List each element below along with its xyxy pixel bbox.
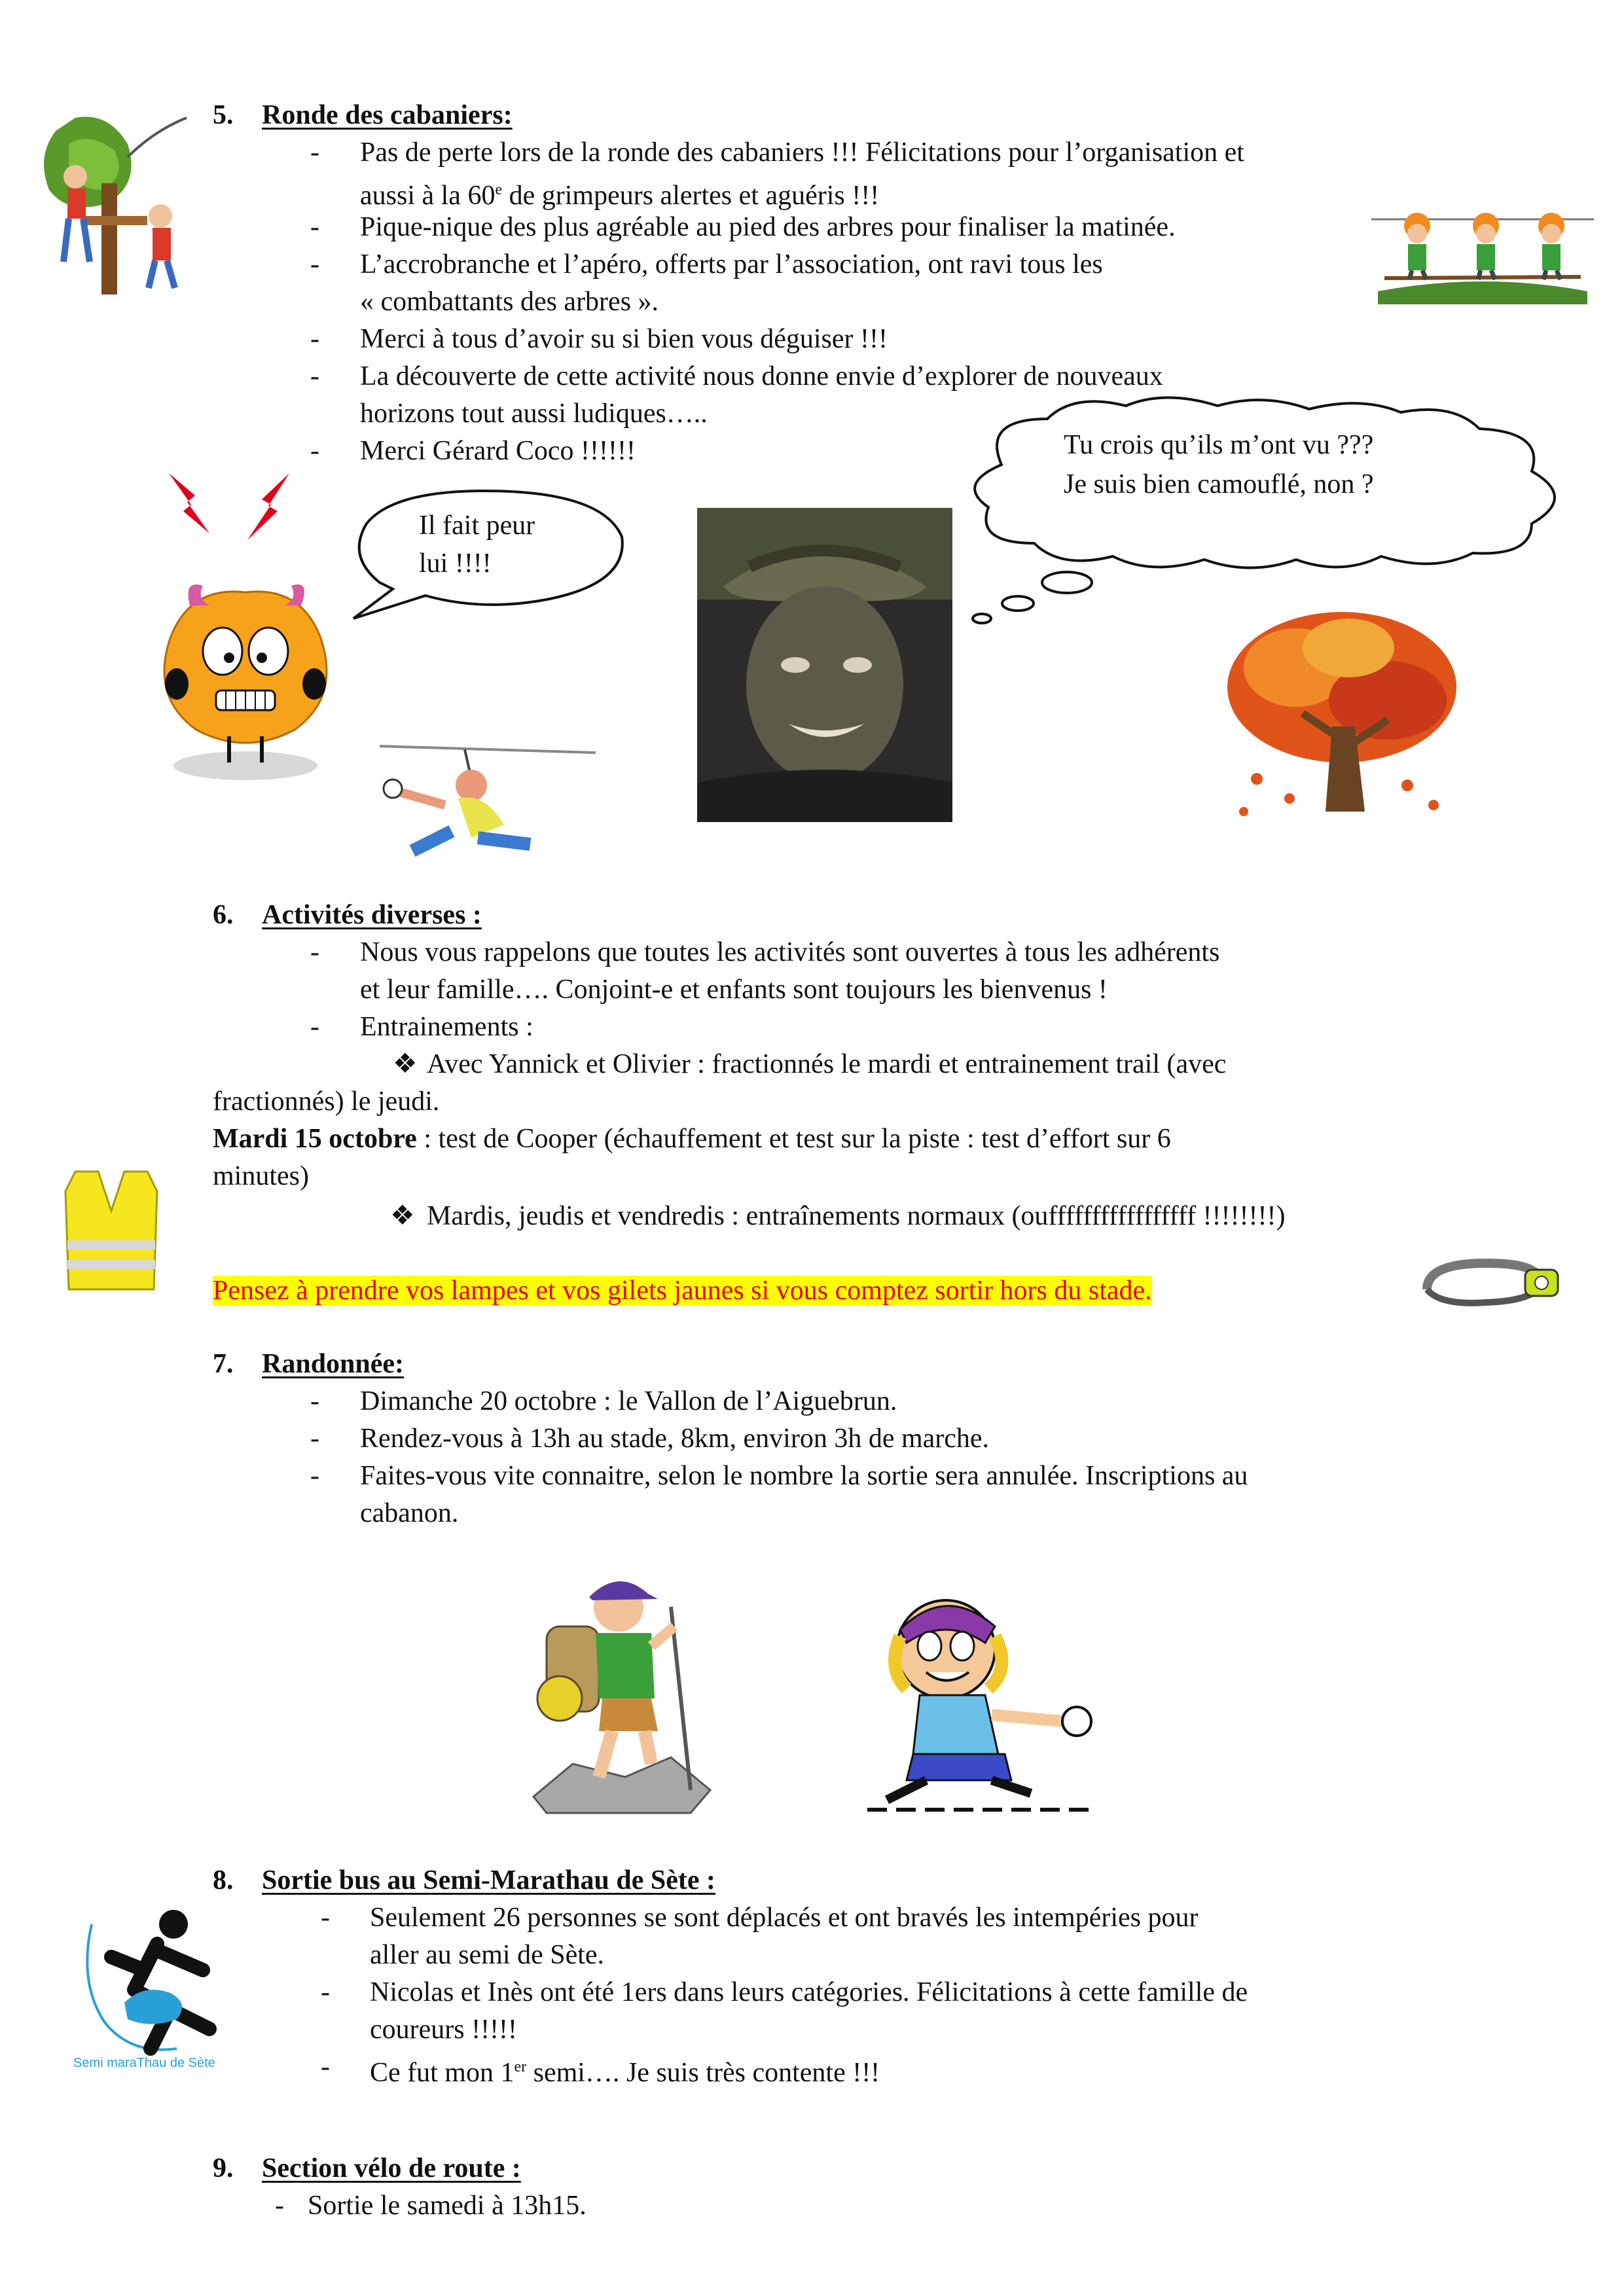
lightning-icon <box>164 468 295 556</box>
headlamp-icon <box>1414 1250 1564 1316</box>
s5-bullet-3b: « combattants des arbres ». <box>360 287 659 317</box>
s7-bullet-2: Rendez-vous à 13h au stade, 8km, environ 3h de marche. <box>360 1424 990 1454</box>
safety-vest-icon <box>62 1165 160 1296</box>
bullet-dash: - <box>310 361 319 391</box>
bullet-dash: - <box>310 137 319 168</box>
autumn-tree-clipart <box>1218 609 1466 831</box>
s5-bullet-1b: aussi à la 60e de grimpeurs alertes et aguéris !!! <box>360 181 880 211</box>
section-5-title: Ronde des cabaniers: <box>262 100 513 130</box>
s8-bullet-1a: Seulement 26 personnes se sont déplacés et ont bravés les intempéries pour <box>370 1903 1199 1933</box>
tree-climbers-clipart <box>29 105 200 301</box>
s6-bullet-2: Entrainements : <box>360 1012 533 1042</box>
thought-bubble-line-2: Je suis bien camouflé, non ? <box>1064 469 1374 499</box>
zipline-kid-clipart <box>373 733 602 864</box>
s8-bullet-1b: aller au semi de Sète. <box>370 1940 605 1970</box>
s6-sub-bullet-2: Mardis, jeudis et vendredis : entraînements normaux (oufffffffffffffffff !!!!!!!!) <box>427 1201 1286 1231</box>
s5-bullet-2: Pique-nique des plus agréable au pied des arbres pour finaliser la matinée. <box>360 212 1176 242</box>
section-9-number: 9. <box>213 2153 234 2183</box>
s6-warning: Pensez à prendre vos lampes et vos gilets jaunes si vous comptez sortir hors du stade. <box>213 1276 1152 1306</box>
s6-cooper-test-b: minutes) <box>213 1161 309 1191</box>
s7-bullet-3b: cabanon. <box>360 1498 459 1528</box>
bullet-dash: - <box>310 436 319 466</box>
girl-compass-clipart <box>848 1590 1129 1820</box>
thought-bubble-line-1: Tu crois qu’ils m’ont vu ??? <box>1064 430 1374 460</box>
hiker-clipart <box>520 1568 723 1816</box>
s7-bullet-3a: Faites-vous vite connaitre, selon le nombre la sortie sera annulée. Inscriptions au <box>360 1461 1248 1491</box>
semi-marathau-logo <box>72 1905 236 2068</box>
diamond-bullet: ❖ <box>390 1201 415 1231</box>
section-7-title: Randonnée: <box>262 1349 405 1379</box>
bullet-dash: - <box>310 1424 319 1454</box>
section-8-number: 8. <box>213 1865 234 1895</box>
bullet-dash: - <box>310 249 319 279</box>
section-8-title: Sortie bus au Semi-Marathau de Sète : <box>262 1865 715 1895</box>
bullet-dash: - <box>310 1461 319 1491</box>
s5-bullet-5b: horizons tout aussi ludiques….. <box>360 399 708 429</box>
s8-bullet-3: Ce fut mon 1er semi…. Je suis très contente !!! <box>370 2058 880 2088</box>
s7-bullet-1: Dimanche 20 octobre : le Vallon de l’Aiguebrun. <box>360 1386 897 1416</box>
s6-sub-bullet-1b: fractionnés) le jeudi. <box>213 1086 440 1117</box>
scared-monster-clipart <box>131 566 360 789</box>
bullet-dash: - <box>310 1012 319 1042</box>
speech-bubble-line-2: lui !!!! <box>419 548 492 579</box>
s6-bullet-1b: et leur famille…. Conjoint-e et enfants sont toujours les bienvenus ! <box>360 975 1108 1005</box>
semi-marathau-logo-text: Semi maraThau de Sète <box>73 2056 215 2070</box>
s6-bullet-1a: Nous vous rappelons que toutes les activités sont ouvertes à tous les adhérents <box>360 937 1220 967</box>
s5-bullet-3a: L’accrobranche et l’apéro, offerts par l’association, ont ravi tous les <box>360 249 1103 279</box>
section-9-title: Section vélo de route : <box>262 2153 521 2183</box>
s6-sub-bullet-1a: Avec Yannick et Olivier : fractionnés le mardi et entrainement trail (avec <box>427 1049 1227 1079</box>
s8-bullet-2a: Nicolas et Inès ont été 1ers dans leurs catégories. Félicitations à cette famille de <box>370 1977 1248 2007</box>
bullet-dash: - <box>310 1386 319 1416</box>
bullet-dash: - <box>310 937 319 967</box>
speech-bubble-line-1: Il fait peur <box>419 511 535 541</box>
bullet-dash: - <box>321 1903 330 1933</box>
s5-bullet-4: Merci à tous d’avoir su si bien vous déguiser !!! <box>360 324 888 354</box>
section-6-title: Activités diverses : <box>262 900 482 930</box>
s9-bullet-1: Sortie le samedi à 13h15. <box>308 2191 586 2221</box>
diamond-bullet: ❖ <box>393 1049 418 1079</box>
bullet-dash: - <box>310 212 319 242</box>
bullet-dash: - <box>310 324 319 354</box>
s5-bullet-1a: Pas de perte lors de la ronde des cabaniers !!! Félicitations pour l’organisation et <box>360 137 1244 168</box>
rope-course-kids-clipart <box>1371 193 1594 308</box>
s5-bullet-5a: La découverte de cette activité nous donne envie d’explorer de nouveaux <box>360 361 1163 391</box>
s6-cooper-test: Mardi 15 octobre : test de Cooper (échauffement et test sur la piste : test d’effort sur 6 <box>213 1124 1171 1154</box>
bullet-dash: - <box>275 2191 284 2221</box>
camouflaged-man-photo <box>697 508 952 822</box>
s8-bullet-2b: coureurs !!!!! <box>370 2015 518 2045</box>
bullet-dash: - <box>321 2052 330 2082</box>
section-7-number: 7. <box>213 1349 234 1379</box>
section-6-number: 6. <box>213 900 234 930</box>
bullet-dash: - <box>321 1977 330 2007</box>
s5-bullet-6: Merci Gérard Coco !!!!!! <box>360 436 636 466</box>
section-5-number: 5. <box>213 100 234 130</box>
